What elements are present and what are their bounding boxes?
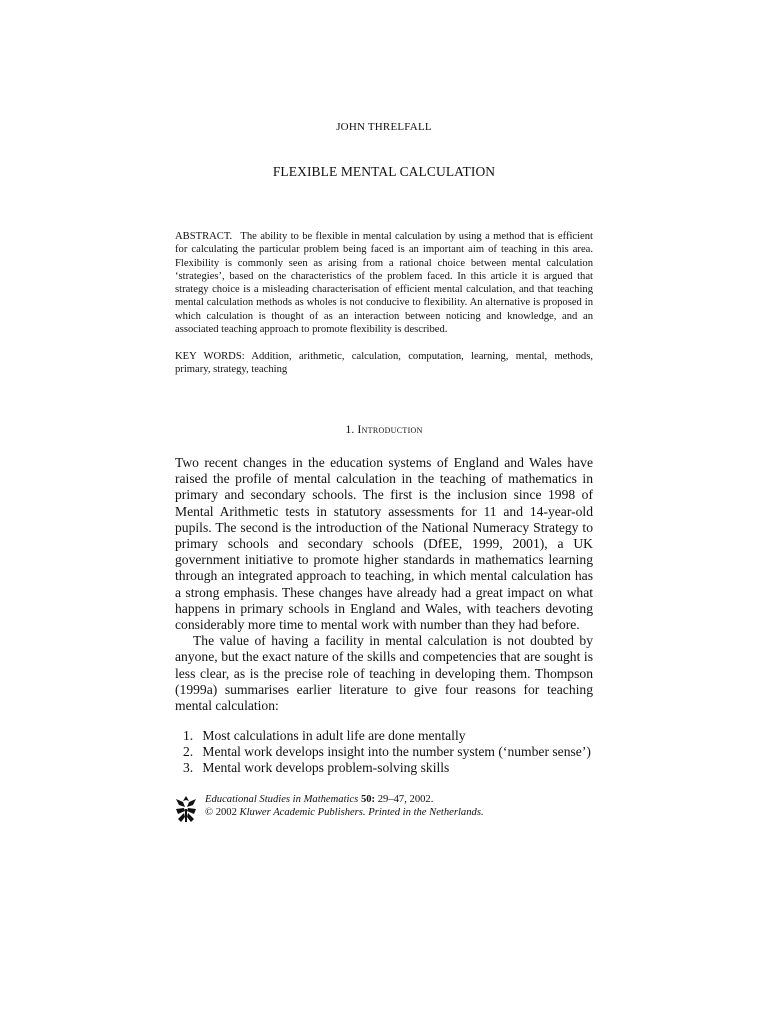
list-item-number: 3. bbox=[183, 760, 194, 776]
printed-note: Printed in the Netherlands. bbox=[368, 807, 484, 819]
list-item bbox=[183, 744, 601, 760]
list-item bbox=[183, 760, 601, 776]
journal-name: Educational Studies in Mathematics bbox=[205, 794, 359, 805]
section-number: 1. bbox=[345, 422, 355, 436]
body-paragraph-1: Two recent changes in the education systems of England and Wales have raised the profile of mental calculation in the teaching of mathematics in primary and secondary schools. The first is the inclusion since 1998 of Mental Arithmetic tests in statutory assessments for 11 and 14-year-old pupils. The second is the introduction of the National Numeracy Strategy to primary schools and secondary schools (DfEE, 1999, 2001), a UK government initiative to promote higher standards in mathematics learning through an integrated approach to teaching, in which mental calculation has a strong emphasis. These changes have already had a great impact on what happens in primary schools in England and Wales, with teachers devoting considerably more time to mental work with number than they had before. bbox=[175, 455, 593, 633]
paper-title: FLEXIBLE MENTAL CALCULATION bbox=[272, 164, 496, 179]
list-item bbox=[183, 728, 601, 744]
list-item-text: Mental work develops problem-solving skills bbox=[202, 760, 450, 776]
abstract-text: The ability to be flexible in mental calculation by using a method that is efficient for calculating the particular problem being faced is an important aim of teaching in this area. Flexibility is commonly seen as arising from a rational choice between mental calculation ‘strategies’, based on the characteristics of the problem faced. In this article it is argued that strategy choice is a misleading characterisation of efficient mental calculation, and that teaching mental calculation methods as wholes is not conducive to flexibility. An alternative is proposed in which calculation is thought of as an interaction between noticing and knowledge, and an associated teaching approach to promote flexibility is described. bbox=[175, 231, 594, 336]
footer-citation bbox=[205, 793, 484, 820]
publication-footer bbox=[175, 793, 593, 827]
abstract-label: ABSTRACT. bbox=[175, 231, 233, 242]
kluwer-logo-icon bbox=[175, 795, 197, 823]
section-title: Introduction bbox=[357, 422, 423, 436]
copyright-year: © 2002 bbox=[205, 807, 237, 819]
publisher-name: Kluwer Academic Publishers. bbox=[239, 807, 366, 819]
body-text bbox=[175, 455, 593, 714]
list-item-text: Most calculations in adult life are done mentally bbox=[202, 728, 466, 743]
list-item-number: 1. bbox=[183, 728, 194, 743]
list-item-number: 2. bbox=[183, 744, 194, 760]
journal-line bbox=[205, 793, 484, 806]
abstract bbox=[175, 230, 593, 336]
journal-volume: 50: bbox=[360, 794, 376, 805]
journal-pages: 29–47, 2002. bbox=[377, 794, 434, 805]
list-item-text: Mental work develops insight into the number system (‘number sense’) bbox=[202, 744, 591, 760]
author-name: JOHN THRELFALL bbox=[336, 121, 432, 133]
copyright-line bbox=[205, 806, 484, 819]
keywords: KEY WORDS: Addition, arithmetic, calculation, computation, learning, mental, methods, primary, strategy, teaching bbox=[175, 351, 593, 376]
reasons-list bbox=[183, 728, 601, 777]
body-paragraph-2: The value of having a facility in mental calculation is not doubted by anyone, but the exact nature of the skills and competencies that are sought is less clear, as is the precise role of teaching in developing them. Thompson (1999a) summarises earlier literature to give four reasons for teaching mental calculation: bbox=[175, 633, 593, 714]
section-heading bbox=[175, 422, 593, 437]
